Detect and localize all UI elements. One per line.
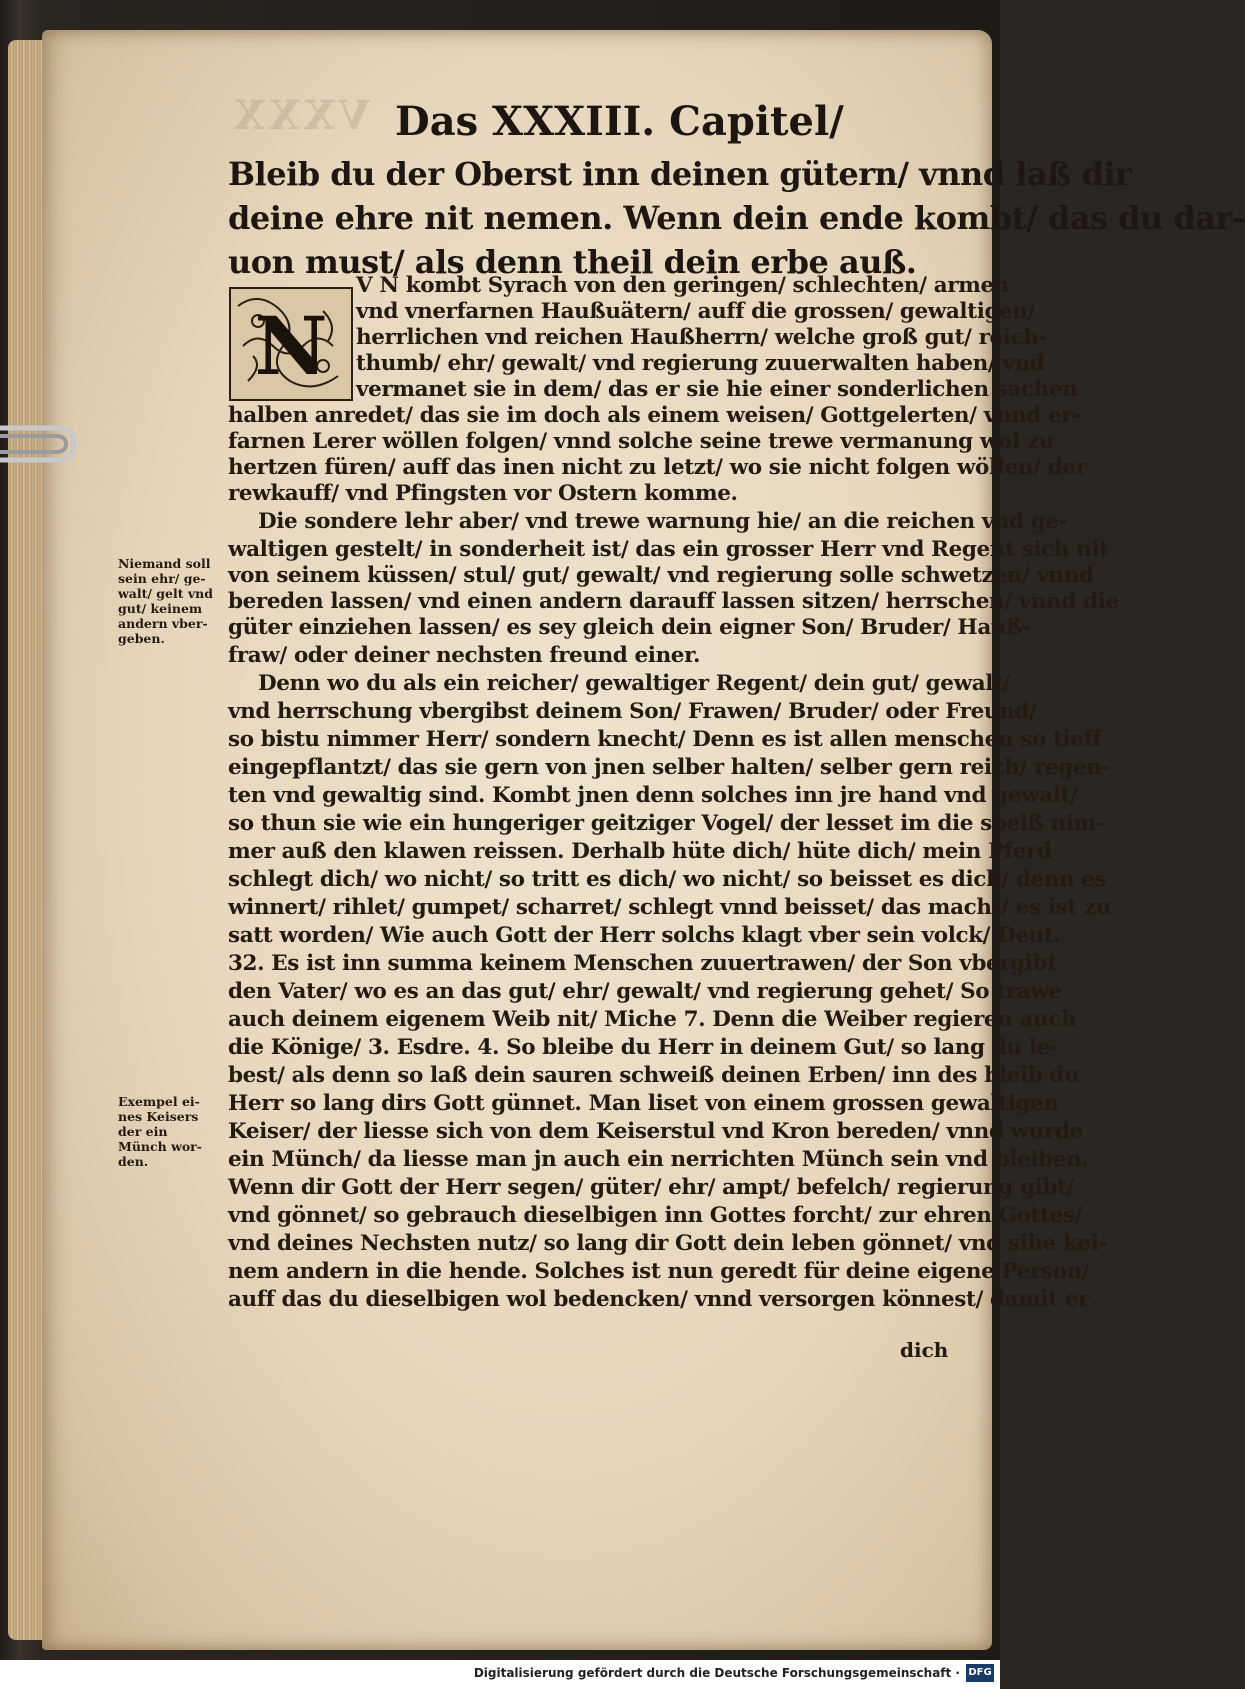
body-line: halben anredet/ das sie im doch als einem weisen/ Gottgelerten/ vnnd er- xyxy=(228,403,1081,428)
margin-note-line: gut/ keinem xyxy=(118,601,203,616)
body-line: Denn wo du als ein reicher/ gewaltiger Regent/ dein gut/ gewalt/ xyxy=(258,671,1010,696)
bleed-through-text: VXXX xyxy=(229,92,370,139)
body-line: vnd gönnet/ so gebrauch dieselbigen inn Gottes forcht/ zur ehren Gottes/ xyxy=(228,1203,1083,1228)
body-line: 32. Es ist inn summa keinem Menschen zuuertrawen/ der Son vbergibt xyxy=(228,951,1057,976)
body-line: rewkauff/ vnd Pfingsten vor Ostern komme. xyxy=(228,481,738,506)
body-line: winnert/ rihlet/ gumpet/ scharret/ schlegt vnnd beisset/ das macht/ es ist zu xyxy=(228,895,1111,920)
body-line: so bistu nimmer Herr/ sondern knecht/ Denn es ist allen menschen so tieff xyxy=(228,727,1102,752)
body-line: schlegt dich/ wo nicht/ so tritt es dich/ wo nicht/ so beisset es dich/ denn es xyxy=(228,867,1107,892)
margin-note-line: Niemand soll xyxy=(118,556,211,571)
margin-note-line: geben. xyxy=(118,631,165,646)
verse-line: uon must/ als denn theil dein erbe auß. xyxy=(228,243,917,281)
footer-credit: Digitalisierung gefördert durch die Deutsche Forschungsgemeinschaft · xyxy=(473,1666,960,1680)
body-line: V N kombt Syrach von den geringen/ schlechten/ armen xyxy=(356,273,1010,298)
body-line: hertzen füren/ auff das inen nicht zu letzt/ wo sie nicht folgen wöllen/ der xyxy=(228,455,1087,480)
verse-line: Bleib du der Oberst inn deinen gütern/ vnnd laß dir xyxy=(228,155,1132,193)
margin-note-line: Exempel ei- xyxy=(118,1094,200,1109)
body-line: herrlichen vnd reichen Haußherrn/ welche groß gut/ reich- xyxy=(356,325,1048,350)
body-line: von seinem küssen/ stul/ gut/ gewalt/ vnd regierung solle schwetzen/ vnnd xyxy=(228,563,1094,588)
body-line: auff das du dieselbigen wol bedencken/ vnnd versorgen könnest/ damit er xyxy=(228,1287,1090,1312)
body-line: Herr so lang dirs Gott günnet. Man liset von einem grossen gewaltigen xyxy=(228,1091,1059,1116)
body-line: Keiser/ der liesse sich von dem Keiserstul vnd Kron bereden/ vnnd wurde xyxy=(228,1119,1083,1144)
body-line: fraw/ oder deiner nechsten freund einer. xyxy=(228,643,701,668)
margin-note-line: andern vber- xyxy=(118,616,208,631)
margin-note-line: der ein xyxy=(118,1124,168,1139)
margin-note-niemand xyxy=(118,556,213,646)
body-line: vnd vnerfarnen Haußuätern/ auff die grossen/ gewaltigen/ xyxy=(356,299,1036,324)
body-line: vnd deines Nechsten nutz/ so lang dir Gott dein leben gönnet/ vnd sihe kei- xyxy=(228,1231,1107,1256)
margin-note-line: walt/ gelt vnd xyxy=(118,586,213,601)
body-line: ein Münch/ da liesse man jn auch ein nerrichten Münch sein vnd bleiben. xyxy=(228,1147,1089,1172)
margin-note-line: nes Keisers xyxy=(118,1109,199,1124)
body-line: nem andern in die hende. Solches ist nun geredt für deine eigene Person/ xyxy=(228,1259,1090,1284)
body-line: die Könige/ 3. Esdre. 4. So bleibe du Herr in deinem Gut/ so lang du le- xyxy=(228,1035,1059,1060)
body-line: vermanet sie in dem/ das er sie hie einer sonderlichen sachen xyxy=(356,377,1078,402)
margin-note-line: den. xyxy=(118,1154,149,1169)
catchword: dich xyxy=(900,1338,949,1362)
margin-note-line: Münch wor- xyxy=(118,1139,202,1154)
body-line: den Vater/ wo es an das gut/ ehr/ gewalt/ vnd regierung gehet/ So trawe xyxy=(228,979,1062,1004)
body-line: güter einziehen lassen/ es sey gleich dein eigner Son/ Bruder/ Hauß- xyxy=(228,615,1031,640)
body-line: bereden lassen/ vnd einen andern darauff lassen sitzen/ herrschen/ vnnd die xyxy=(228,589,1119,614)
body-line: thumb/ ehr/ gewalt/ vnd regierung zuuerwalten haben/ vnd xyxy=(356,351,1045,376)
margin-note-line: sein ehr/ ge- xyxy=(118,571,206,586)
body-line: waltigen gestelt/ in sonderheit ist/ das ein grosser Herr vnd Regent sich nit xyxy=(228,537,1109,562)
body-line: so thun sie wie ein hungeriger geitziger Vogel/ der lesset im die speiß nim- xyxy=(228,811,1105,836)
verse-block xyxy=(228,152,1245,284)
body-line: satt worden/ Wie auch Gott der Herr solchs klagt vber sein volck/ Deut. xyxy=(228,923,1061,948)
verse-line: deine ehre nit nemen. Wenn dein ende kombt/ das du dar- xyxy=(228,199,1245,237)
decorated-initial-n xyxy=(228,286,354,402)
body-line: vnd herrschung vbergibst deinem Son/ Frawen/ Bruder/ oder Freund/ xyxy=(228,699,1037,724)
initial-letter: N xyxy=(254,299,328,393)
dfg-logo: DFG xyxy=(966,1664,994,1682)
body-line: ten vnd gewaltig sind. Kombt jnen denn solches inn jre hand vnd gewalt/ xyxy=(228,783,1078,808)
body-line: eingepflantzt/ das sie gern von jnen selber halten/ selber gern reich/ regen- xyxy=(228,755,1111,780)
body-line: Die sondere lehr aber/ vnd trewe warnung hie/ an die reichen vnd ge- xyxy=(258,509,1068,534)
body-line: best/ als denn so laß dein sauren schweiß deinen Erben/ inn des bleib du xyxy=(228,1063,1080,1088)
body-line: auch deinem eigenem Weib nit/ Miche 7. Denn die Weiber regieren auch xyxy=(228,1007,1077,1032)
body-line: farnen Lerer wöllen folgen/ vnnd solche seine trewe vermanung wol zu xyxy=(228,429,1054,454)
margin-note-exempel xyxy=(118,1094,202,1169)
chapter-title: Das XXXIII. Capitel/ xyxy=(395,98,844,145)
paper-clip-icon xyxy=(0,418,78,478)
body-line: mer auß den klawen reissen. Derhalb hüte dich/ hüte dich/ mein Pferd xyxy=(228,839,1052,864)
footer-bar xyxy=(0,1660,1000,1689)
body-line: Wenn dir Gott der Herr segen/ güter/ ehr/ ampt/ befelch/ regierung gibt/ xyxy=(228,1175,1074,1200)
